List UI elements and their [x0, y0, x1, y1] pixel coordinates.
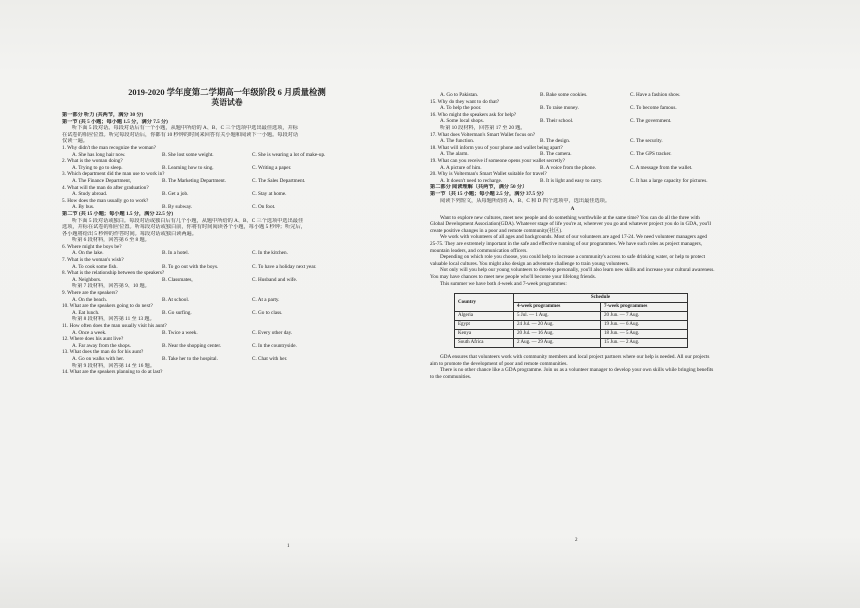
part-heading: 第一节 (共 5 小题；每小题 1.5 分，满分 7.5 分) — [62, 118, 168, 125]
part-heading: 第二节 (共 15 小题；每小题 1.5 分，满分 22.5 分) — [62, 210, 174, 217]
option-b: B. Bake some cookies. — [540, 92, 588, 98]
schedule-header: Schedule — [514, 294, 688, 303]
question: 3. Which department did the man use to work in? — [62, 171, 165, 178]
exam-title: 2019-2020 学年度第二学期高一年级阶段 6 月质量检测 — [128, 88, 326, 97]
option-c: C. Husband and wife. — [252, 276, 298, 283]
options-row — [62, 297, 362, 304]
question: 4. What will the man do after graduation? — [62, 184, 149, 191]
country-header: Country — [455, 294, 514, 312]
option-a: A. Go on walks with her. — [72, 355, 125, 362]
option-a: A. On the beach. — [72, 296, 108, 303]
option-b: B. At school. — [162, 296, 190, 303]
option-c: C. Go to class. — [252, 309, 283, 316]
option-b: B. To go out with the boys. — [162, 263, 219, 270]
question: 12. Where does his aunt live? — [62, 336, 124, 343]
option-b: B. The design. — [540, 138, 571, 145]
option-b: B. The camera. — [540, 151, 572, 158]
option-c: C. On foot. — [252, 204, 276, 211]
option-c: C. Stay at home. — [252, 191, 287, 198]
country-cell: Kenya — [455, 330, 514, 339]
option-c: C. The Sales Department. — [252, 177, 306, 184]
seven-week-header: 7-week programmes — [601, 303, 688, 312]
options-row — [62, 330, 362, 337]
part-heading: 第一节（共 15 小题；每小题 2.5 分，满分 37.5 分） — [430, 190, 547, 197]
options-row — [62, 152, 362, 159]
option-b: B. By subway. — [162, 204, 193, 211]
question: 15. Why do they want to do that? — [430, 98, 500, 105]
options-row — [430, 105, 715, 112]
instructions: 在试卷的相应位置。听完每段对话后，你都有 10 秒钟的时间来回答有关小题和阅读下一小题。每段对话 — [62, 131, 299, 138]
listening-note: 听第 6 段材料，回答第 6 至 8 题。 — [72, 237, 150, 244]
options-row — [430, 138, 715, 145]
option-b: B. Take her to the hospital. — [162, 355, 218, 362]
options-row — [62, 356, 362, 363]
listening-note: 听第 9 段材料，回答第 14 至 16 题。 — [72, 362, 156, 369]
option-b: B. The Marketing Department. — [162, 177, 227, 184]
options-row — [62, 250, 362, 257]
option-c: C. At a party. — [252, 296, 280, 303]
option-a: A. Go to Pakistan. — [440, 92, 479, 98]
question: 17. What does Volterman's Smart Wallet focus on? — [430, 131, 536, 138]
option-a: A. The Finance Department, — [72, 177, 132, 184]
options-row — [430, 92, 715, 99]
question: 7. What is the woman's wish? — [62, 257, 124, 264]
passage-paragraph: Not only will you help our young volunteers to develop personally, you'll also learn new skills and increase your cultural awareness. You may have chances to meet new people who'll become your lifelong friends. — [430, 267, 715, 281]
option-c: C. To become famous. — [630, 105, 677, 112]
country-cell: Algeria — [455, 312, 514, 321]
option-b: B. A voice from the phone. — [540, 164, 597, 171]
options-row — [62, 204, 362, 211]
four-week-cell: 2 Aug. — 29 Aug. — [514, 339, 601, 348]
table-row — [455, 321, 688, 330]
question: 11. How often does the man usually visit his aunt? — [62, 323, 167, 329]
question: 5. How does the man usually go to work? — [62, 197, 149, 204]
listening-note: 听第 10 段材料，回答第 17 至 20 题。 — [440, 124, 526, 131]
question: 18. What will inform you of your phone and wallet being apart? — [430, 144, 563, 151]
question: 10. What are the speakers going to do next? — [62, 303, 153, 310]
options-row — [62, 191, 362, 198]
option-b: B. To raise money. — [540, 105, 579, 112]
options-row — [430, 165, 715, 172]
four-week-header: 4-week programmes — [514, 303, 601, 312]
option-a: A. Neighbors. — [72, 276, 102, 283]
passage-paragraph: This summer we have both 4-week and 7-week programmes: — [440, 280, 567, 287]
country-cell: South Africa — [455, 339, 514, 348]
option-a: A. It doesn't need to recharge. — [440, 177, 503, 184]
option-a: A. To cook some fish. — [72, 263, 118, 270]
page-number: 1 — [287, 544, 290, 549]
options-row — [62, 343, 362, 350]
instructions: 阅读下列短文，从每题所给的 A、B、C 和 D 四个选项中，选出最佳选项。 — [440, 197, 611, 204]
option-a: A. Eat lunch. — [72, 309, 100, 316]
option-c: C. In the kitchen. — [252, 250, 288, 257]
option-a: A. A picture of him. — [440, 164, 482, 171]
option-a: A. Some local shops. — [440, 118, 484, 125]
listening-note: 听第 8 段材料，回答第 11 至 13 题。 — [72, 316, 155, 323]
option-a: A. Trying to go to sleep. — [72, 164, 123, 171]
question: 2. What is the woman doing? — [62, 158, 123, 165]
listening-note: 听第 7 段材料，回答第 9、10 题。 — [72, 283, 150, 290]
option-b: B. She lost some weight. — [162, 151, 214, 158]
option-c: C. A message from the wallet. — [630, 164, 693, 171]
option-b: B. Go surfing. — [162, 309, 192, 316]
four-week-cell: 5 Jul. — 1 Aug. — [514, 312, 601, 321]
question: 1. Why didn't the man recognize the woman? — [62, 144, 156, 151]
country-cell: Egypt — [455, 321, 514, 330]
options-row — [430, 178, 715, 185]
question: 14. What are the speakers planning to do at last? — [62, 369, 163, 376]
option-b: B. Classmates, — [162, 276, 193, 283]
option-c: C. In the countryside. — [252, 342, 297, 349]
option-b: B. Twice a week. — [162, 329, 198, 336]
option-a: A. The alarm. — [440, 151, 469, 158]
option-b: B. It is light and easy to carry. — [540, 177, 603, 184]
option-b: B. Near the shopping center. — [162, 342, 222, 349]
option-a: A. On the lake. — [72, 250, 104, 257]
question: 9. Where are the speakers? — [62, 290, 118, 297]
exam-subtitle: 英语试卷 — [211, 98, 243, 107]
option-a: A. To help the poor. — [440, 105, 482, 112]
option-c: C. Chat with her. — [252, 355, 288, 362]
instructions: 听下面 5 段对话或独白。每段对话或独白后有几个小题，从题中所给的 A、B、C 三个选项中选出最佳 — [72, 217, 304, 224]
options-row — [62, 310, 362, 317]
option-c: C. To have a holiday next year. — [252, 263, 317, 270]
options-row — [62, 277, 362, 284]
passage-paragraph: GDA ensures that volunteers work with community members and local project partners where our help is needed. All our projects aim to promote the development of poor and remote communities. — [430, 354, 710, 367]
options-row — [62, 264, 362, 271]
instructions: 选项，并标在试卷的相应位置。听每段对话或独白前，你将有时间阅读各个小题，每小题 5 秒钟；听完后， — [62, 224, 306, 231]
options-row — [430, 151, 715, 158]
option-a: A. Study abroad. — [72, 191, 108, 198]
seven-week-cell: 20 Jun. — 7 Aug. — [601, 312, 688, 321]
option-a: A. By bus. — [72, 204, 95, 211]
options-row — [62, 165, 362, 172]
passage-paragraph: Want to explore new cultures, meet new people and do something worthwhile at the same time? You can do all the three with Global Development Association(GDA). Whatever stage of life you're at, wherever you go and whatever project you do in GDA, you'll create positive changes in a poor and remote community(社区). — [430, 214, 711, 234]
instructions: 仅读一遍。 — [62, 138, 88, 145]
option-c: C. Every other day. — [252, 329, 293, 336]
question: 20. Why is Volterman's Smart Wallet suitable for travel? — [430, 171, 547, 178]
option-a: A. Far away from the shops. — [72, 342, 131, 349]
question: 8. What is the relationship between the speakers? — [62, 270, 165, 277]
passage-paragraph: Depending on which role you choose, you could help to increase a community's access to safe drinking water, or help to protect valuable local cultures. You might also design an adventure challenge to train young volunteers. — [430, 254, 706, 267]
question: 16. Who might the speakers ask for help? — [430, 111, 517, 118]
question: 13. What does the man do for his aunt? — [62, 349, 144, 356]
option-c: C. Writing a paper. — [252, 164, 292, 171]
option-a: A. Once a week. — [72, 329, 107, 336]
table-row — [455, 339, 688, 348]
option-a: A. The function. — [440, 138, 475, 145]
table-row — [455, 330, 688, 339]
instructions: 各小题将给出 5 秒钟的作答时间。每段对话或独白读两遍。 — [62, 230, 197, 237]
option-b: B. Their school. — [540, 118, 574, 125]
seven-week-cell: 19 Jun. — 6 Aug. — [601, 321, 688, 330]
option-b: B. Get a job. — [162, 191, 189, 198]
table-header-row — [455, 294, 688, 303]
option-c: C. Have a fashion show. — [630, 92, 681, 98]
seven-week-cell: 18 Jun. — 5 Aug. — [601, 330, 688, 339]
page-number: 2 — [575, 538, 578, 543]
question: 6. Where might the boys be? — [62, 243, 122, 250]
schedule-table — [454, 293, 688, 348]
question: 19. What can you receive if someone opens your wallet secretly? — [430, 157, 565, 164]
table-row — [455, 312, 688, 321]
option-c: C. The government. — [630, 118, 672, 125]
right-page — [430, 92, 715, 381]
section-heading: 第二部分 阅读理解（共两节，满分 50 分） — [430, 184, 528, 191]
options-row — [430, 118, 715, 125]
four-week-cell: 20 Jul. — 16 Aug. — [514, 330, 601, 339]
option-c: C. The GPS tracker. — [630, 151, 672, 158]
left-page — [62, 88, 362, 376]
option-c: C. She is wearing a lot of make-up. — [252, 151, 326, 158]
option-c: C. The security. — [630, 138, 663, 145]
passage-paragraph: There is no other chance like a GDA programme. Join us as a volunteer manager to develop your own skills while bringing benefits to the communities. — [430, 367, 714, 380]
option-b: B. In a hotel. — [162, 250, 189, 257]
four-week-cell: 24 Jul. — 20 Aug. — [514, 321, 601, 330]
options-row — [62, 178, 362, 185]
instructions: 听下面 5 段对话。每段对话后有一个小题，从题中所给的 A、B、C 三个选项中选出最佳选项，并标 — [72, 125, 298, 132]
passage-paragraph: We work with volunteers of all ages and backgrounds. Most of our volunteers are aged 17-24. We need volunteer managers aged 25-75. They are extremely important in the safe and effective running of our programmes. We have such roles as project managers, mountain leaders, and communication officers. — [430, 234, 708, 254]
passage-letter: A — [570, 206, 575, 213]
option-b: B. Learning how to sing. — [162, 164, 214, 171]
section-heading: 第一部分 听力 (共两节，满分 30 分) — [62, 112, 144, 118]
seven-week-cell: 15 Jun. — 2 Aug. — [601, 339, 688, 348]
option-c: C. It has a large capacity for pictures. — [630, 177, 708, 184]
option-a: A. She has long hair now. — [72, 151, 126, 158]
